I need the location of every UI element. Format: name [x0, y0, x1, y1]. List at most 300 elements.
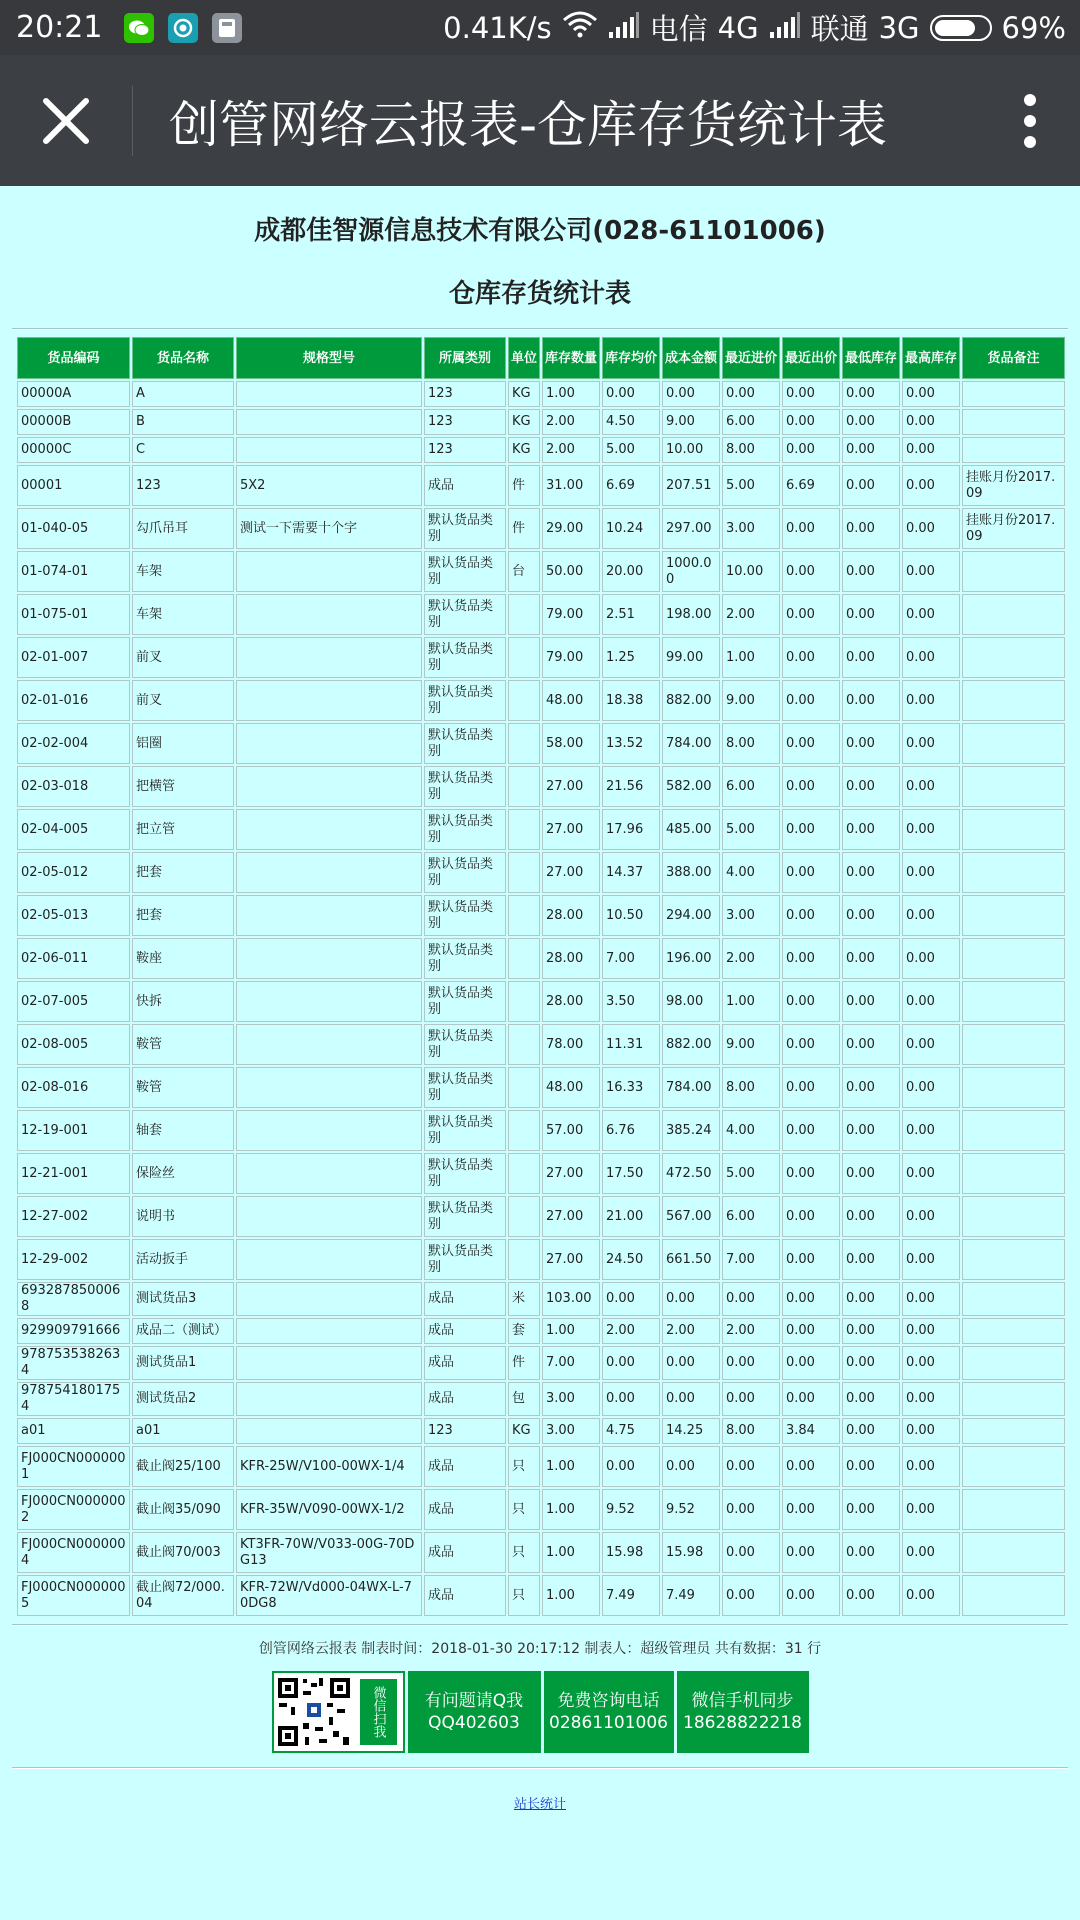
- table-cell: [962, 381, 1065, 407]
- table-row: [17, 766, 1065, 807]
- table-cell: 0.00: [782, 409, 840, 435]
- table-cell: 0.00: [842, 437, 900, 463]
- table-cell: 成品: [424, 1575, 506, 1616]
- table-cell: KFR-35W/V090-00WX-1/2: [236, 1489, 422, 1530]
- status-bar: [0, 0, 1080, 55]
- column-header: 最近进价: [722, 337, 780, 379]
- column-header: 单位: [508, 337, 540, 379]
- table-cell: [236, 938, 422, 979]
- table-cell: 0.00: [782, 766, 840, 807]
- table-cell: 默认货品类别: [424, 1196, 506, 1237]
- table-cell: 2.00: [602, 1318, 660, 1344]
- table-cell: 5X2: [236, 465, 422, 506]
- table-cell: 0.00: [902, 637, 960, 678]
- table-cell: 默认货品类别: [424, 723, 506, 764]
- table-cell: [236, 895, 422, 936]
- table-cell: 挂账月份2017.09: [962, 465, 1065, 506]
- table-cell: 0.00: [662, 381, 720, 407]
- table-row: [17, 1153, 1065, 1194]
- table-cell: 1.00: [542, 1489, 600, 1530]
- table-cell: 24.50: [602, 1239, 660, 1280]
- table-cell: 02-05-012: [17, 852, 130, 893]
- table-row: [17, 1346, 1065, 1380]
- table-cell: 9787541801754: [17, 1382, 130, 1416]
- table-cell: 10.50: [602, 895, 660, 936]
- table-cell: 0.00: [722, 1489, 780, 1530]
- table-cell: 勾爪吊耳: [132, 508, 234, 549]
- table-cell: 默认货品类别: [424, 852, 506, 893]
- table-cell: 0.00: [782, 1196, 840, 1237]
- table-cell: 0.00: [842, 938, 900, 979]
- table-cell: 01-075-01: [17, 594, 130, 635]
- table-row: [17, 1067, 1065, 1108]
- table-cell: FJ000CN0000004: [17, 1532, 130, 1573]
- table-cell: [962, 1418, 1065, 1444]
- close-icon: [43, 98, 89, 144]
- table-cell: [236, 437, 422, 463]
- table-cell: 27.00: [542, 852, 600, 893]
- table-cell: 成品: [424, 1282, 506, 1316]
- table-cell: 12-27-002: [17, 1196, 130, 1237]
- table-cell: [962, 938, 1065, 979]
- table-cell: 661.50: [662, 1239, 720, 1280]
- table-cell: [236, 1110, 422, 1151]
- table-cell: 测试货品2: [132, 1382, 234, 1416]
- camera-notification-icon: [168, 13, 198, 43]
- table-cell: 0.00: [842, 1532, 900, 1573]
- table-row: [17, 465, 1065, 506]
- table-cell: FJ000CN0000002: [17, 1489, 130, 1530]
- table-cell: [962, 1532, 1065, 1573]
- table-cell: 只: [508, 1489, 540, 1530]
- table-row: [17, 1489, 1065, 1530]
- table-cell: 388.00: [662, 852, 720, 893]
- table-cell: 0.00: [782, 1575, 840, 1616]
- table-cell: 27.00: [542, 766, 600, 807]
- table-cell: 鞍座: [132, 938, 234, 979]
- table-cell: 0.00: [602, 1282, 660, 1316]
- table-cell: [962, 766, 1065, 807]
- table-cell: 0.00: [902, 809, 960, 850]
- table-cell: 轴套: [132, 1110, 234, 1151]
- table-cell: 0.00: [902, 1446, 960, 1487]
- table-cell: 1000.00: [662, 551, 720, 592]
- table-cell: 只: [508, 1532, 540, 1573]
- table-cell: 6932878500068: [17, 1282, 130, 1316]
- table-cell: 0.00: [902, 1153, 960, 1194]
- table-cell: 4.00: [722, 852, 780, 893]
- table-cell: [508, 895, 540, 936]
- table-cell: 默认货品类别: [424, 766, 506, 807]
- table-cell: 02-04-005: [17, 809, 130, 850]
- table-cell: 保险丝: [132, 1153, 234, 1194]
- table-cell: [236, 1153, 422, 1194]
- table-cell: [962, 1110, 1065, 1151]
- table-cell: 79.00: [542, 637, 600, 678]
- table-cell: [236, 409, 422, 435]
- table-cell: 0.00: [902, 1489, 960, 1530]
- table-cell: 123: [424, 381, 506, 407]
- table-cell: 784.00: [662, 1067, 720, 1108]
- table-cell: 02-05-013: [17, 895, 130, 936]
- table-cell: 0.00: [902, 465, 960, 506]
- table-cell: 123: [424, 1418, 506, 1444]
- table-cell: [236, 1282, 422, 1316]
- table-cell: [962, 723, 1065, 764]
- table-cell: 快拆: [132, 981, 234, 1022]
- table-cell: 0.00: [782, 1318, 840, 1344]
- table-cell: 9787535382634: [17, 1346, 130, 1380]
- table-cell: 48.00: [542, 680, 600, 721]
- table-cell: 10.24: [602, 508, 660, 549]
- network-type-2: 3G: [878, 10, 920, 45]
- table-cell: 0.00: [602, 1346, 660, 1380]
- table-cell: [508, 938, 540, 979]
- table-cell: 只: [508, 1446, 540, 1487]
- column-header: 货品名称: [132, 337, 234, 379]
- table-cell: [962, 1489, 1065, 1530]
- table-cell: 0.00: [782, 1153, 840, 1194]
- table-row: [17, 1532, 1065, 1573]
- more-options-button[interactable]: [980, 55, 1080, 186]
- table-cell: 28.00: [542, 981, 600, 1022]
- table-cell: 11.31: [602, 1024, 660, 1065]
- column-header: 最低库存: [842, 337, 900, 379]
- table-cell: 0.00: [842, 680, 900, 721]
- table-cell: 3.84: [782, 1418, 840, 1444]
- table-cell: [962, 1382, 1065, 1416]
- column-header: 所属类别: [424, 337, 506, 379]
- table-cell: 31.00: [542, 465, 600, 506]
- table-cell: 截止阀72/000.04: [132, 1575, 234, 1616]
- table-cell: 0.00: [782, 1346, 840, 1380]
- table-cell: 0.00: [902, 1318, 960, 1344]
- table-cell: [962, 1196, 1065, 1237]
- table-cell: 默认货品类别: [424, 938, 506, 979]
- table-cell: 5.00: [722, 809, 780, 850]
- stats-link[interactable]: 站长统计: [513, 1797, 566, 1812]
- table-cell: 0.00: [782, 895, 840, 936]
- table-cell: 成品: [424, 1382, 506, 1416]
- table-cell: 5.00: [602, 437, 660, 463]
- column-header: 库存均价: [602, 337, 660, 379]
- table-cell: 0.00: [902, 1418, 960, 1444]
- table-cell: 8.00: [722, 1067, 780, 1108]
- table-cell: [508, 981, 540, 1022]
- table-cell: 0.00: [842, 594, 900, 635]
- table-cell: 2.51: [602, 594, 660, 635]
- table-cell: FJ000CN0000001: [17, 1446, 130, 1487]
- table-cell: 铝圈: [132, 723, 234, 764]
- table-cell: 1.00: [542, 1318, 600, 1344]
- table-cell: 567.00: [662, 1196, 720, 1237]
- table-cell: 0.00: [842, 637, 900, 678]
- table-cell: 0.00: [722, 1532, 780, 1573]
- divider: [12, 328, 1068, 330]
- table-cell: [962, 1153, 1065, 1194]
- table-row: [17, 723, 1065, 764]
- table-cell: 0.00: [902, 1110, 960, 1151]
- table-cell: 01-040-05: [17, 508, 130, 549]
- table-cell: 1.00: [542, 1575, 600, 1616]
- report-footer-info: 创管网络云报表 制表时间：2018-01-30 20:17:12 制表人：超级管理员 共有数据：31 行: [258, 1641, 822, 1657]
- table-cell: 0.00: [662, 1446, 720, 1487]
- table-cell: 0.00: [842, 1382, 900, 1416]
- table-cell: 02-08-016: [17, 1067, 130, 1108]
- table-cell: 0.00: [902, 680, 960, 721]
- table-cell: 成品二（测试）: [132, 1318, 234, 1344]
- table-cell: 包: [508, 1382, 540, 1416]
- table-cell: 0.00: [902, 1196, 960, 1237]
- table-cell: 21.00: [602, 1196, 660, 1237]
- table-cell: 0.00: [782, 508, 840, 549]
- table-cell: 50.00: [542, 551, 600, 592]
- wechat-notification-icon: [124, 13, 154, 43]
- table-cell: 02-07-005: [17, 981, 130, 1022]
- table-cell: 0.00: [842, 1196, 900, 1237]
- table-cell: a01: [17, 1418, 130, 1444]
- table-cell: [236, 381, 422, 407]
- table-cell: 0.00: [842, 1282, 900, 1316]
- table-row: [17, 1024, 1065, 1065]
- table-cell: 0.00: [902, 1282, 960, 1316]
- table-row: [17, 551, 1065, 592]
- table-cell: 3.00: [542, 1382, 600, 1416]
- table-cell: [508, 680, 540, 721]
- table-cell: [508, 1153, 540, 1194]
- column-header: 规格型号: [236, 337, 422, 379]
- signal-icon-1: [608, 11, 640, 45]
- table-cell: 0.00: [902, 1575, 960, 1616]
- table-cell: 29.00: [542, 508, 600, 549]
- table-cell: 3.00: [722, 508, 780, 549]
- qq-contact-box[interactable]: [408, 1671, 541, 1753]
- table-row: [17, 680, 1065, 721]
- table-cell: 成品: [424, 1346, 506, 1380]
- table-row: [17, 938, 1065, 979]
- table-cell: 02-03-018: [17, 766, 130, 807]
- table-cell: 测试货品1: [132, 1346, 234, 1380]
- table-cell: 48.00: [542, 1067, 600, 1108]
- table-cell: 4.50: [602, 409, 660, 435]
- table-cell: KFR-25W/V100-00WX-1/4: [236, 1446, 422, 1487]
- table-cell: [236, 1382, 422, 1416]
- table-cell: 02-06-011: [17, 938, 130, 979]
- table-cell: 0.00: [902, 409, 960, 435]
- table-cell: [508, 809, 540, 850]
- table-cell: 28.00: [542, 895, 600, 936]
- table-cell: 12-21-001: [17, 1153, 130, 1194]
- table-cell: 15.98: [602, 1532, 660, 1573]
- table-cell: 0.00: [902, 766, 960, 807]
- stats-link-wrap: [0, 1793, 1080, 1812]
- table-cell: 活动扳手: [132, 1239, 234, 1280]
- table-cell: 17.96: [602, 809, 660, 850]
- table-cell: 2.00: [662, 1318, 720, 1344]
- table-cell: 0.00: [842, 1239, 900, 1280]
- table-cell: 2.00: [722, 1318, 780, 1344]
- table-cell: 鞍管: [132, 1024, 234, 1065]
- table-cell: [962, 809, 1065, 850]
- table-cell: 成品: [424, 1532, 506, 1573]
- table-cell: [236, 594, 422, 635]
- table-cell: 默认货品类别: [424, 508, 506, 549]
- table-row: [17, 1239, 1065, 1280]
- table-cell: 0.00: [782, 852, 840, 893]
- table-cell: 挂账月份2017.09: [962, 508, 1065, 549]
- table-cell: 1.00: [722, 637, 780, 678]
- table-cell: 0.00: [902, 895, 960, 936]
- table-cell: [508, 852, 540, 893]
- table-cell: 把套: [132, 852, 234, 893]
- table-cell: [962, 1239, 1065, 1280]
- phone-line-2: 02861101006: [549, 1713, 668, 1733]
- table-cell: [962, 1575, 1065, 1616]
- table-cell: 鞍管: [132, 1067, 234, 1108]
- table-cell: [962, 895, 1065, 936]
- table-cell: [508, 1110, 540, 1151]
- table-cell: [962, 852, 1065, 893]
- table-cell: 01-074-01: [17, 551, 130, 592]
- table-cell: 0.00: [782, 1382, 840, 1416]
- table-cell: 0.00: [842, 1489, 900, 1530]
- table-cell: 默认货品类别: [424, 1153, 506, 1194]
- table-cell: 485.00: [662, 809, 720, 850]
- table-cell: 15.98: [662, 1532, 720, 1573]
- table-cell: 10.00: [662, 437, 720, 463]
- table-cell: KG: [508, 437, 540, 463]
- table-cell: 0.00: [782, 437, 840, 463]
- table-cell: 0.00: [722, 1282, 780, 1316]
- table-cell: 0.00: [842, 551, 900, 592]
- table-header-row: [17, 337, 1065, 379]
- column-header: 货品编码: [17, 337, 130, 379]
- table-cell: 3.00: [722, 895, 780, 936]
- table-cell: 9.52: [662, 1489, 720, 1530]
- table-cell: [962, 1318, 1065, 1344]
- close-button[interactable]: [0, 55, 132, 186]
- table-cell: [236, 1239, 422, 1280]
- qr-panel[interactable]: [272, 1671, 405, 1753]
- table-cell: 198.00: [662, 594, 720, 635]
- table-cell: 0.00: [782, 381, 840, 407]
- table-cell: C: [132, 437, 234, 463]
- table-row: [17, 1382, 1065, 1416]
- table-cell: 0.00: [722, 1575, 780, 1616]
- table-cell: 123: [424, 437, 506, 463]
- table-cell: [962, 1067, 1065, 1108]
- table-cell: 3.00: [542, 1418, 600, 1444]
- table-cell: [962, 637, 1065, 678]
- table-cell: [962, 409, 1065, 435]
- table-row: [17, 381, 1065, 407]
- table-cell: A: [132, 381, 234, 407]
- table-cell: [236, 981, 422, 1022]
- table-cell: [962, 437, 1065, 463]
- table-cell: 02-02-004: [17, 723, 130, 764]
- phone-contact-box[interactable]: [544, 1671, 674, 1753]
- table-cell: [508, 1067, 540, 1108]
- contact-banner: [0, 1671, 1080, 1753]
- status-time: 20:21: [16, 10, 103, 45]
- table-cell: 78.00: [542, 1024, 600, 1065]
- wifi-icon: [562, 10, 598, 45]
- table-cell: 02-01-016: [17, 680, 130, 721]
- table-cell: 台: [508, 551, 540, 592]
- table-cell: [236, 1418, 422, 1444]
- table-cell: 0.00: [902, 1532, 960, 1573]
- table-cell: 0.00: [842, 1067, 900, 1108]
- table-cell: 前叉: [132, 680, 234, 721]
- table-cell: 1.00: [542, 1446, 600, 1487]
- table-cell: 成品: [424, 1318, 506, 1344]
- table-cell: [962, 680, 1065, 721]
- table-cell: 00001: [17, 465, 130, 506]
- divider: [12, 1624, 1068, 1626]
- wechat-line-1: 微信手机同步: [691, 1691, 794, 1711]
- table-cell: 7.00: [602, 938, 660, 979]
- table-cell: 默认货品类别: [424, 1067, 506, 1108]
- inventory-table: [15, 335, 1067, 1618]
- table-cell: [236, 852, 422, 893]
- table-cell: 27.00: [542, 1153, 600, 1194]
- battery-icon: [930, 15, 992, 41]
- table-cell: 0.00: [662, 1346, 720, 1380]
- table-cell: 0.00: [782, 1282, 840, 1316]
- table-cell: 1.25: [602, 637, 660, 678]
- signal-icon-2: [769, 11, 801, 45]
- column-header: 库存数量: [542, 337, 600, 379]
- table-cell: 0.00: [902, 852, 960, 893]
- table-cell: [962, 1346, 1065, 1380]
- table-cell: 12-29-002: [17, 1239, 130, 1280]
- table-cell: 27.00: [542, 1239, 600, 1280]
- table-cell: 13.52: [602, 723, 660, 764]
- wechat-contact-box[interactable]: [677, 1671, 809, 1753]
- qq-line-2: QQ402603: [428, 1713, 520, 1733]
- table-cell: 7.49: [662, 1575, 720, 1616]
- table-cell: [236, 1346, 422, 1380]
- table-cell: 0.00: [902, 981, 960, 1022]
- column-header: 货品备注: [962, 337, 1065, 379]
- table-cell: [236, 1067, 422, 1108]
- table-cell: 0.00: [782, 1024, 840, 1065]
- table-cell: 16.33: [602, 1067, 660, 1108]
- table-row: [17, 409, 1065, 435]
- table-cell: [508, 766, 540, 807]
- qr-code-icon: [274, 1673, 354, 1751]
- table-cell: 0.00: [722, 1346, 780, 1380]
- table-cell: 0.00: [902, 938, 960, 979]
- column-header: 成本金额: [662, 337, 720, 379]
- table-cell: 测试一下需要十个字: [236, 508, 422, 549]
- table-cell: 9.00: [722, 1024, 780, 1065]
- table-cell: 0.00: [782, 551, 840, 592]
- table-cell: [962, 981, 1065, 1022]
- table-cell: 4.75: [602, 1418, 660, 1444]
- table-cell: 6.76: [602, 1110, 660, 1151]
- table-cell: 0.00: [782, 1067, 840, 1108]
- network-type-1: 4G: [717, 10, 759, 45]
- table-cell: 0.00: [842, 508, 900, 549]
- table-cell: 前叉: [132, 637, 234, 678]
- table-row: [17, 508, 1065, 549]
- table-cell: 929909791666: [17, 1318, 130, 1344]
- table-cell: 0.00: [902, 508, 960, 549]
- table-row: [17, 895, 1065, 936]
- table-cell: [236, 1196, 422, 1237]
- table-cell: 车架: [132, 594, 234, 635]
